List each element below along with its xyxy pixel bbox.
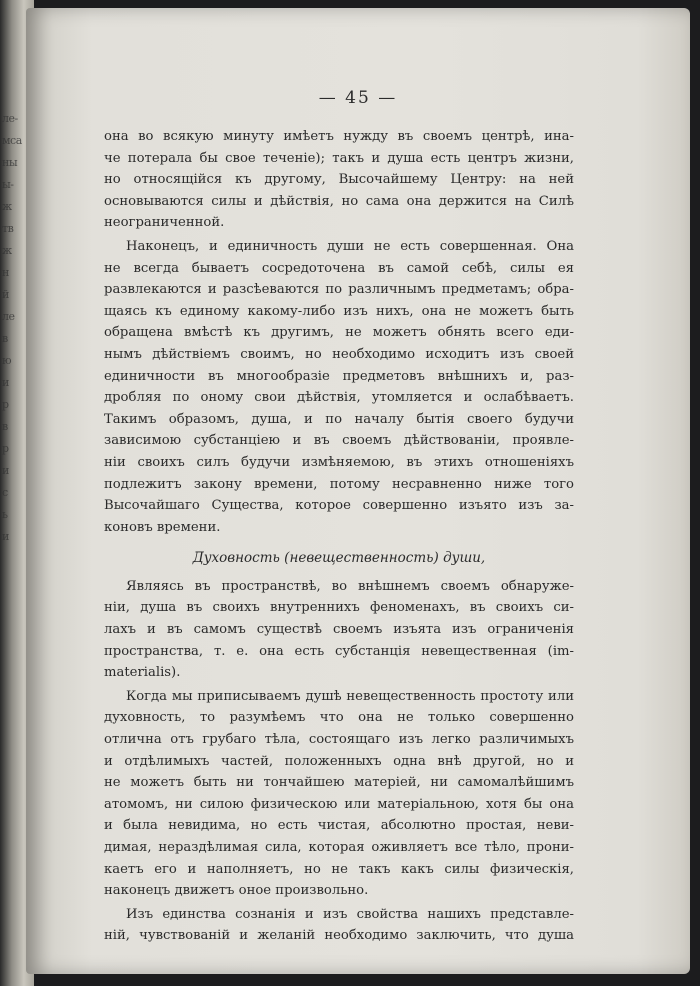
text-line: нымъ дѣйствіемъ своимъ, но необходимо исходитъ изъ своей xyxy=(104,346,574,362)
text-line: обращена вмѣстѣ къ другимъ, не можетъ обнять всего еди- xyxy=(104,325,574,341)
text-line: дробляя по оному свои дѣйствія, утомляется и ослабѣваетъ. xyxy=(104,390,574,406)
text-line: Являясь въ пространствѣ, во внѣшнемъ своемъ обнаруже- xyxy=(126,578,574,594)
text-line: ніи, душа въ своихъ внутреннихъ феноменахъ, въ своихъ си- xyxy=(104,600,574,616)
left-page-fragment: в xyxy=(2,332,8,345)
left-page-fragment: ж xyxy=(2,244,12,257)
left-page-fragment: ле- xyxy=(2,112,18,125)
left-page-fragment: ы- xyxy=(2,178,14,191)
paragraph xyxy=(104,576,574,684)
left-page-fragment: й xyxy=(2,288,9,301)
text-line: развлекаются и разсѣеваются по различнымъ предметамъ; обра- xyxy=(104,282,574,298)
text-line: Изъ единства сознанія и изъ свойства нашихъ представле- xyxy=(126,906,574,922)
text-line: не всегда бываетъ сосредоточена въ самой себѣ, силы ея xyxy=(104,260,574,276)
text-line: зависимою субстанціею и въ своемъ дѣйствованіи, проявле- xyxy=(104,433,574,449)
text-line: и отдѣлимыхъ частей, положенныхъ одна внѣ другой, но и xyxy=(104,753,574,769)
text-line: лахъ и въ самомъ существѣ своемъ изъята изъ ограниченія xyxy=(104,622,574,638)
text-line: Когда мы приписываемъ душѣ невещественность простоту или xyxy=(126,688,574,704)
book-page xyxy=(26,8,690,974)
text-line: че потерала бы свое теченіе); такъ и душа есть центръ жизни, xyxy=(104,150,574,166)
text-line: атомомъ, ни силою физическою или матеріальною, хотя бы она xyxy=(104,796,574,812)
left-page-fragment: ю xyxy=(2,354,12,367)
text-line: пространства, т. е. она есть субстанція невещественная (im- xyxy=(104,643,574,659)
left-page-fragment: ж xyxy=(2,200,12,213)
paragraph xyxy=(104,236,574,538)
page-text xyxy=(104,126,574,949)
left-page-fragment: ь xyxy=(2,508,8,521)
text-line: наконецъ движетъ оное произвольно. xyxy=(104,883,369,899)
text-line: основываются силы и дѣйствія, но сама она держится на Силѣ xyxy=(104,193,574,209)
left-page-fragment: и xyxy=(2,464,9,477)
text-line: отлична отъ грубаго тѣла, состоящаго изъ легко различимыхъ xyxy=(104,732,574,748)
text-line: и была невидима, но есть чистая, абсолютно простая, неви- xyxy=(104,818,574,834)
left-page-fragment: мса xyxy=(2,134,22,147)
text-line: духовность, то разумѣемъ что она не только совершенно xyxy=(104,710,574,726)
paragraph xyxy=(104,904,574,947)
text-line: ніи своихъ силъ будучи измѣняемою, въ этихъ отношеніяхъ xyxy=(104,454,574,470)
left-page-fragment: н xyxy=(2,266,9,279)
text-line: каетъ его и наполняетъ, но не такъ какъ силы физическія, xyxy=(104,861,574,877)
text-line: materialis). xyxy=(104,665,181,681)
text-line: она во всякую минуту имѣетъ нужду въ своемъ центрѣ, ина- xyxy=(104,129,574,144)
text-line: Наконецъ, и единичность души не есть совершенная. Она xyxy=(126,238,574,254)
page-number: — 45 — xyxy=(318,88,398,108)
left-page-fragment: р xyxy=(2,398,9,411)
paragraph xyxy=(104,126,574,234)
left-page-fragment: ны xyxy=(2,156,18,169)
text-line: щаясь къ единому какому-либо изъ нихъ, она не можетъ быть xyxy=(104,303,574,319)
left-page-fragment: в xyxy=(2,420,8,433)
left-page-fragment: и xyxy=(2,376,9,389)
left-page-fragment: ле xyxy=(2,310,15,323)
left-page-fragment: тв xyxy=(2,222,14,235)
section-heading: Духовность (невещественность) души, xyxy=(192,550,486,567)
text-line: ній, чувствованій и желаній необходимо заключить, что душа xyxy=(104,928,574,944)
left-page-fragment: р xyxy=(2,442,9,455)
text-line: но относящійся къ другому, Высочайшему Центру: на ней xyxy=(104,172,574,188)
left-page-fragment: и xyxy=(2,530,9,543)
text-line: Такимъ образомъ, душа, и по началу бытія своего будучи xyxy=(104,411,574,427)
text-line: единичности въ многообразіе предметовъ внѣшнихъ и, раз- xyxy=(104,368,574,384)
text-line: неограниченной. xyxy=(104,215,225,231)
paragraph xyxy=(104,686,574,902)
text-line: не можетъ быть ни тончайшею матеріей, ни самомалѣйшимъ xyxy=(104,775,574,791)
text-line: коновъ времени. xyxy=(104,519,221,535)
text-line: Высочайшаго Существа, которое совершенно изъято изъ за- xyxy=(104,498,574,514)
left-page-fragment: с xyxy=(2,486,8,499)
text-line: димая, нераздѣлимая сила, которая оживляетъ все тѣло, прони- xyxy=(104,840,574,855)
text-line: подлежитъ закону времени, потому несравненно ниже того xyxy=(104,476,574,492)
